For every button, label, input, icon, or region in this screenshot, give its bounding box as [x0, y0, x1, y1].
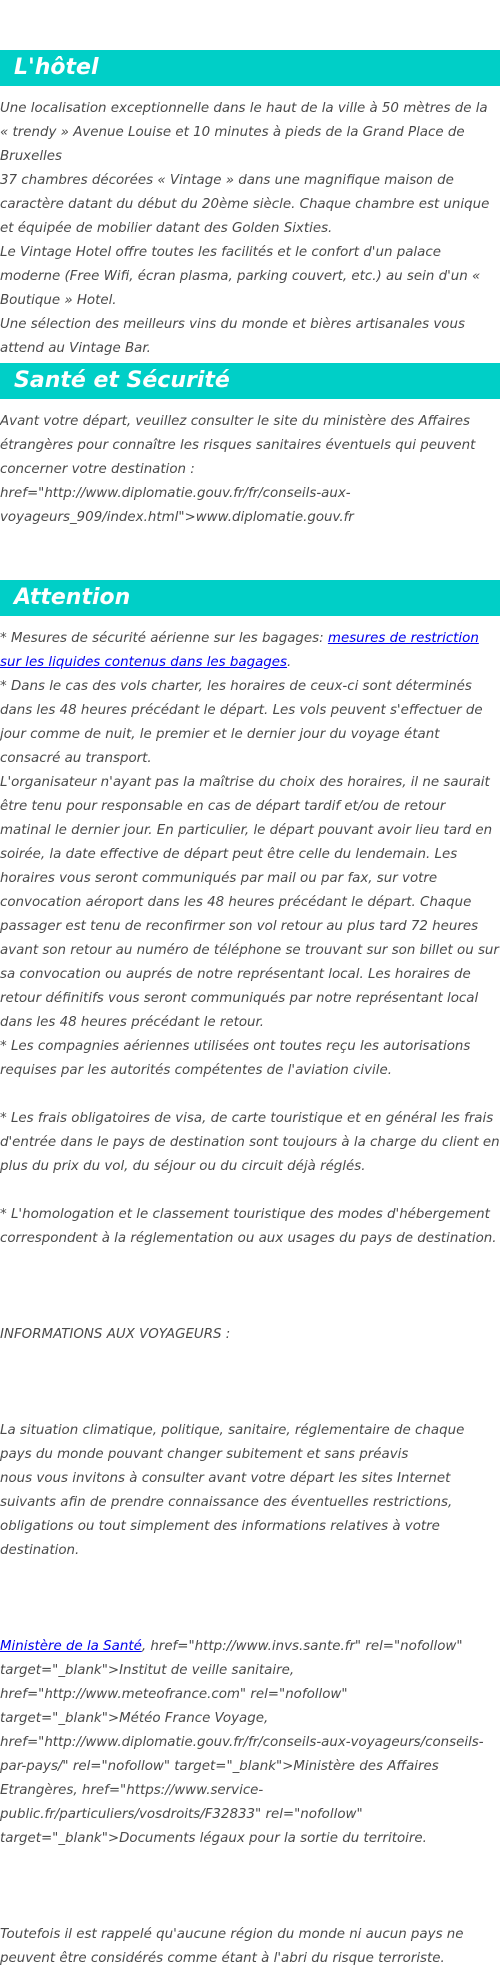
- luggage-prefix-text: * Mesures de sécurité aérienne sur les bagages:: [0, 631, 328, 646]
- health-ministry-link[interactable]: Ministère de la Santé: [0, 1639, 142, 1654]
- situation-paragraph: La situation climatique, politique, sanitaire, réglementaire de chaque pays du monde pouvant changer subitement et sans préavis: [0, 1423, 465, 1462]
- attention-heading: Attention: [0, 580, 500, 616]
- sante-description: [0, 410, 500, 530]
- sante-heading: Santé et Sécurité: [0, 363, 500, 399]
- luggage-security-paragraph: [0, 627, 500, 675]
- terrorism-risk-paragraph: Toutefois il est rappelé qu'aucune région du monde ni aucun pays ne peuvent être considérés comme étant à l'abri du risque terroriste.: [0, 1927, 464, 1966]
- hotel-rooms-text: 37 chambres décorées « Vintage » dans une magnifique maison de caractère datant du début du 20ème siècle. Chaque chambre est unique et équipée de mobilier datant des Golden Sixties.: [0, 173, 490, 236]
- travelers-info-heading: INFORMATIONS AUX VOYAGEURS :: [0, 1327, 231, 1342]
- accommodation-paragraph: * L'homologation et le classement touristique des modes d'hébergement correspondent à la réglementation ou aux usages du pays de destination.: [0, 1207, 497, 1246]
- consult-sites-paragraph: nous vous invitons à consulter avant votre départ les sites Internet suivants afin de prendre connaissance des éventuelles restrictions, obligations ou tout simplement des informations relatives à votre destination.: [0, 1471, 453, 1558]
- useful-links-text: , href="http://www.invs.sante.fr" rel="nofollow" target="_blank">Institut de veille sanitaire, href="http://www.meteofrance.com" rel="nofollow" target="_blank">Météo France Voyage, href="http://www.diplomatie.gouv.fr/fr/conseils-aux-voyageurs/conseils-par-pays/" rel="nofollow" target="_blank">Ministère des Affaires Etrangères, href="https://www.service-public.fr/particuliers/vosdroits/F32833" rel="nofollow" target="_blank">Documents légaux pour la sortie du territoire.: [0, 1639, 484, 1846]
- airlines-paragraph: * Les compagnies aériennes utilisées ont toutes reçu les autorisations requises par les autorités compétentes de l'aviation civile.: [0, 1039, 471, 1078]
- hotel-heading: L'hôtel: [0, 50, 500, 86]
- luggage-suffix-text: .: [287, 655, 292, 670]
- attention-content: [0, 627, 500, 1971]
- useful-links-paragraph: [0, 1635, 500, 1851]
- liquid-restrictions-link[interactable]: mesures de restriction sur les liquides contenus dans les bagages: [0, 631, 479, 670]
- charter-flights-paragraph: * Dans le cas des vols charter, les horaires de ceux-ci sont déterminés dans les 48 heures précédant le départ. Les vols peuvent s'effectuer de jour comme de nuit, le premier et le dernier jour du voyage étant consacré au transport.: [0, 679, 483, 766]
- hotel-facilities-text: Le Vintage Hotel offre toutes les facilités et le confort d'un palace moderne (Free Wifi, écran plasma, parking couvert, etc.) au sein d'un « Boutique » Hotel.: [0, 245, 481, 308]
- sante-text: Avant votre départ, veuillez consulter le site du ministère des Affaires étrangères pour connaître les risques sanitaires éventuels qui peuvent concerner votre destination : href="http://www.diplomatie.gouv.fr/fr/conseils-aux-voyageurs_909/index.html">www.diplomatie.gouv.fr: [0, 414, 476, 525]
- hotel-bar-text: Une sélection des meilleurs vins du monde et bières artisanales vous attend au Vintage Bar.: [0, 317, 465, 356]
- hotel-description: [0, 97, 500, 361]
- visa-fees-paragraph: * Les frais obligatoires de visa, de carte touristique et en général les frais d'entrée dans le pays de destination sont toujours à la charge du client en plus du prix du vol, du séjour ou du circuit déjà réglés.: [0, 1111, 500, 1174]
- hotel-location-text: Une localisation exceptionnelle dans le haut de la ville à 50 mètres de la « trendy » Avenue Louise et 10 minutes à pieds de la Grand Place de Bruxelles: [0, 101, 488, 164]
- schedules-paragraph: L'organisateur n'ayant pas la maîtrise du choix des horaires, il ne saurait être tenu pour responsable en cas de départ tardif et/ou de retour matinal le dernier jour. En particulier, le départ pouvant avoir lieu tard en soirée, la date effective de départ peut être celle du lendemain. Les horaires vous seront communiqués par mail ou par fax, sur votre convocation aéroport dans les 48 heures précédant le départ. Chaque passager est tenu de reconfirmer son vol retour au plus tard 72 heures avant son retour au numéro de téléphone se trouvant sur son billet ou sur sa convocation ou auprés de notre représentant local. Les horaires de retour définitifs vous seront communiqués par notre représentant local dans les 48 heures précédant le retour.: [0, 775, 499, 1030]
